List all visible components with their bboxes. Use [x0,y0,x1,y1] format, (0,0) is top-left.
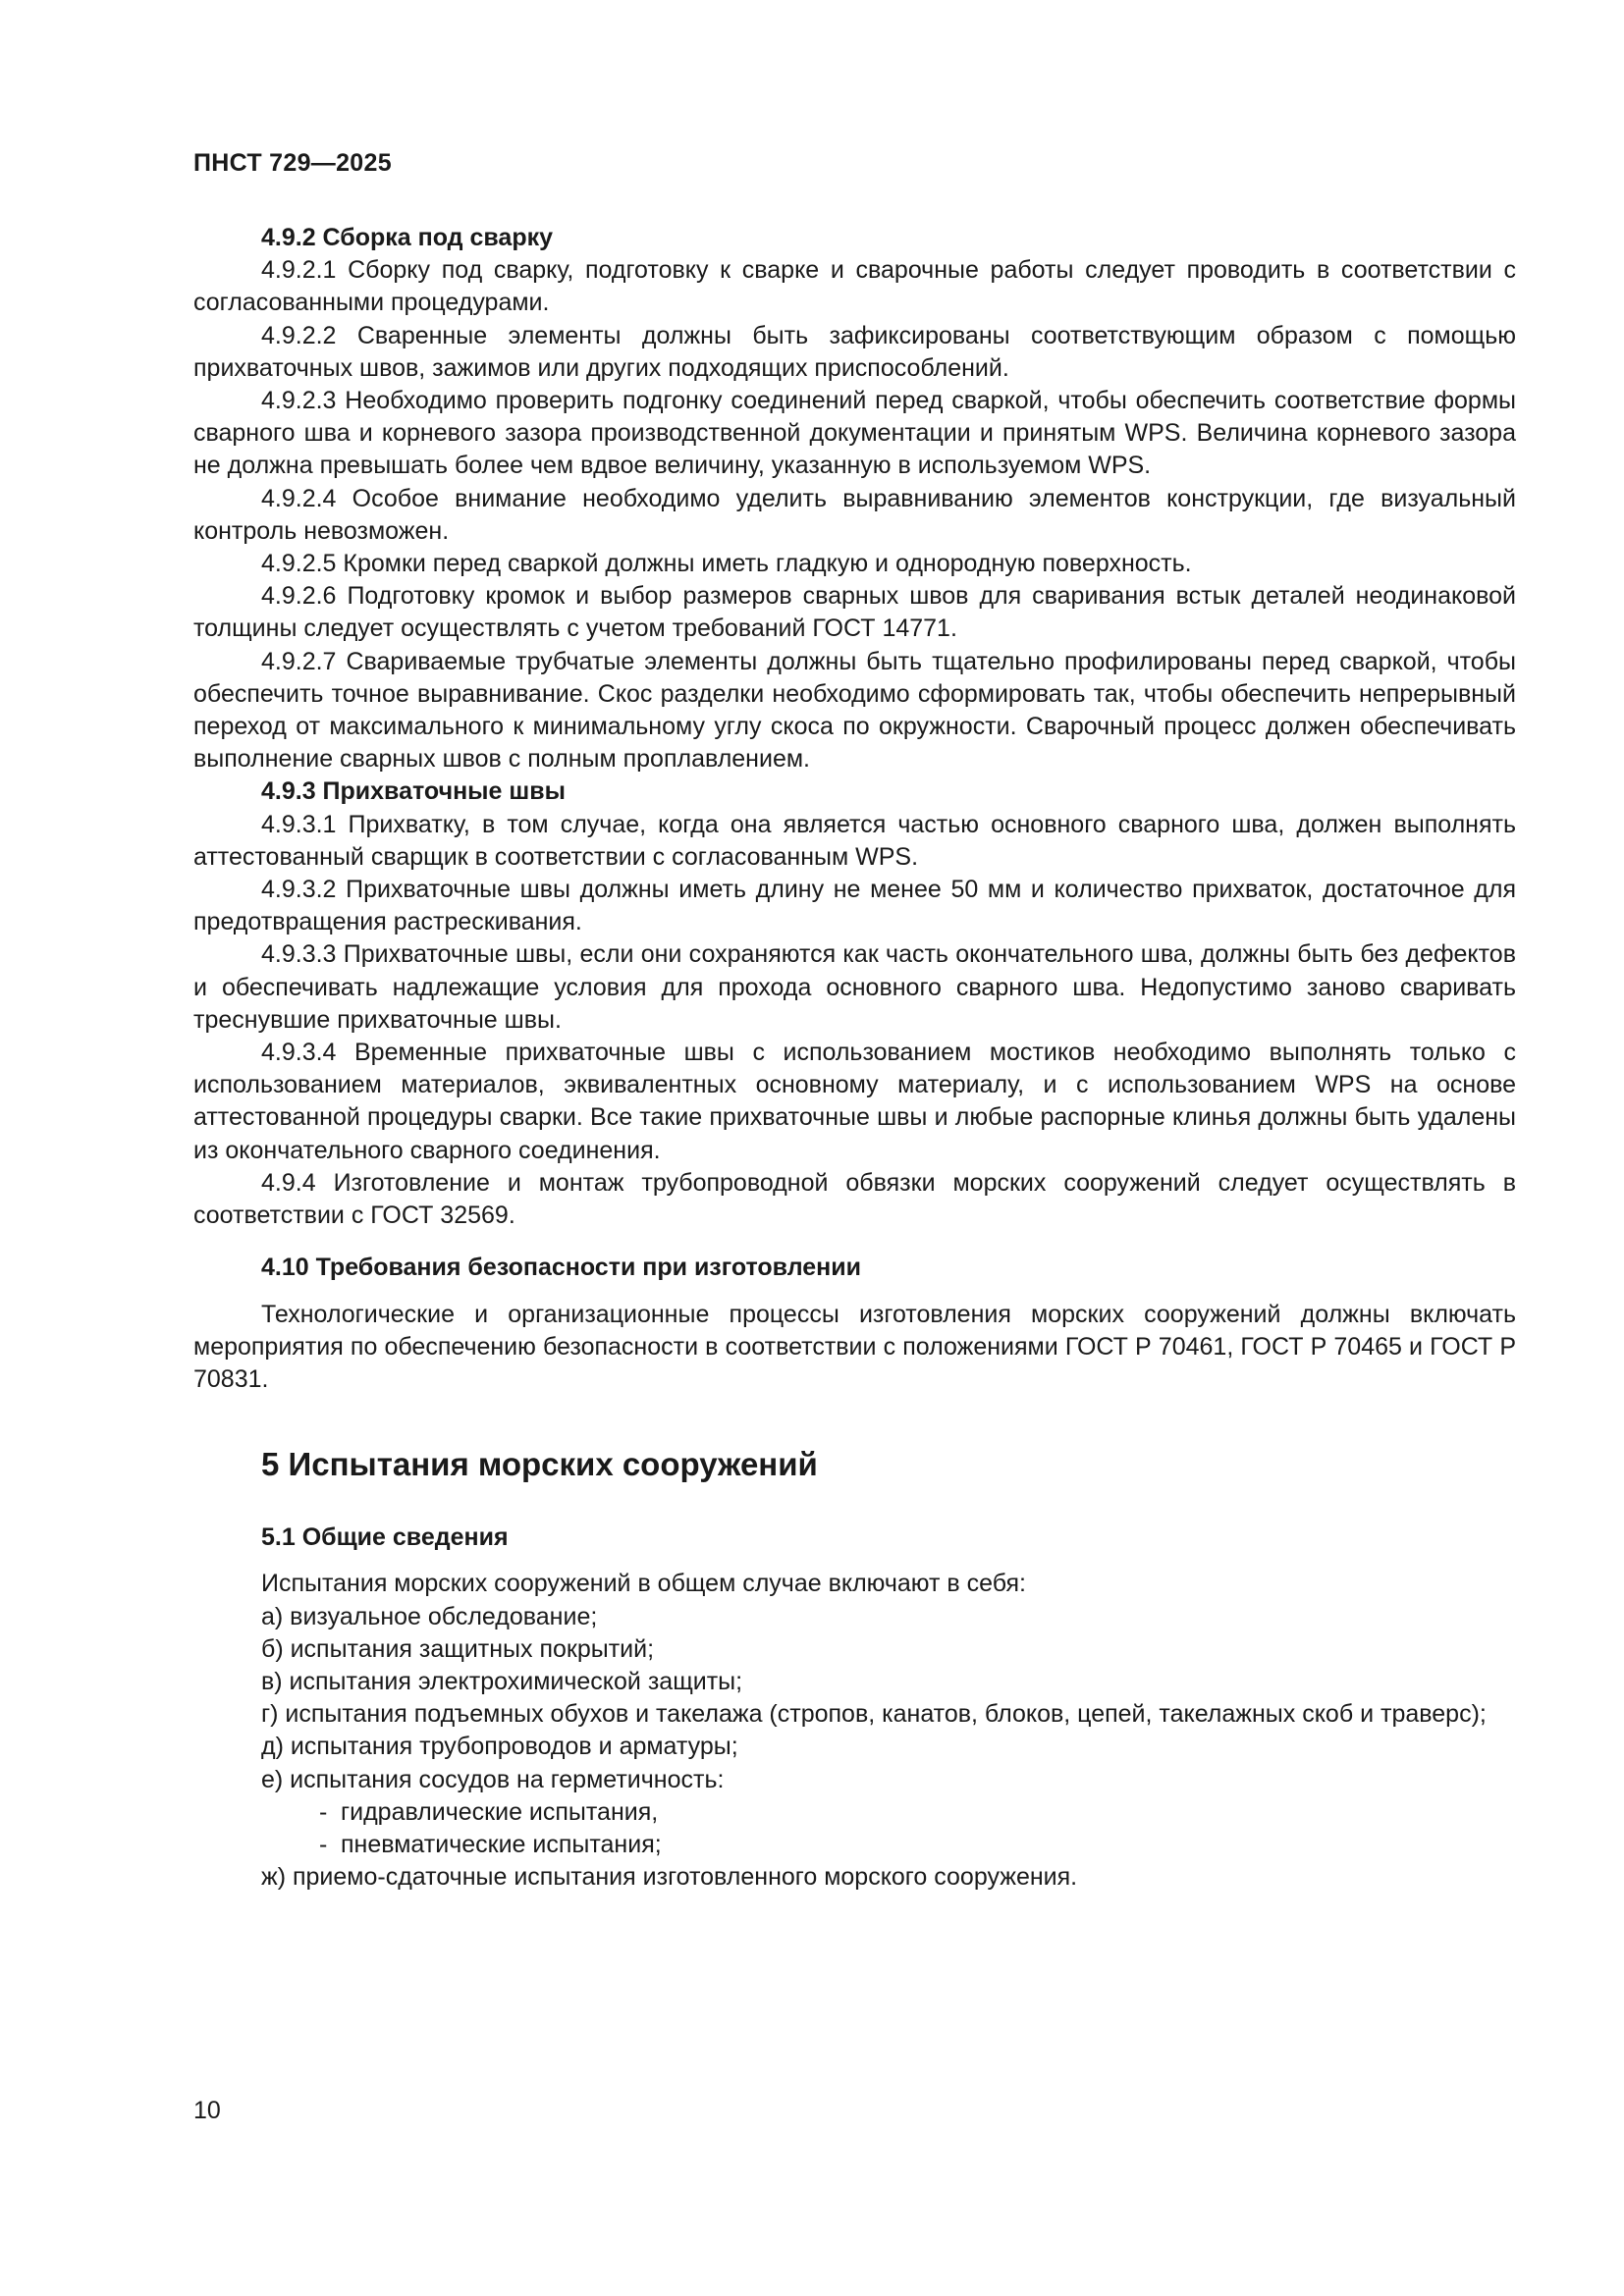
section-5-heading: 5 Испытания морских сооружений [261,1446,818,1483]
section-4-9-2-heading: 4.9.2 Сборка под сварку [261,224,554,251]
paragraph-4-9-2-3: 4.9.2.3 Необходимо проверить подгонку соединений перед сваркой, чтобы обеспечить соответствие формы сварного шва и корневого зазора производственной документации и принятым WPS. Величина корневого зазора не должна превышать более чем вдвое величину, указанную в используемом WPS. [193,387,1516,480]
sub-list-item-pneumatic [193,1829,1516,1861]
paragraph-4-9-3-2: 4.9.3.2 Прихваточные швы должны иметь длину не менее 50 мм и количество прихваток, достаточное для предотвращения растрескивания. [193,876,1516,936]
paragraph-4-9-2-2: 4.9.2.2 Сваренные элементы должны быть зафиксированы соответствующим образом с помощью прихваточных швов, зажимов или других подходящих приспособлений. [193,321,1516,382]
sub-list-item-text: пневматические испытания; [341,1830,662,1858]
sub-list-item-text: гидравлические испытания, [341,1797,659,1826]
paragraph-4-10: Технологические и организационные процессы изготовления морских сооружений должны включать мероприятия по обеспечению безопасности в соответствии с положениями ГОСТ Р 70461, ГОСТ Р 70465 и ГОСТ Р 70831. [193,1300,1516,1393]
paragraph-4-9-3-3: 4.9.3.3 Прихваточные швы, если они сохраняются как часть окончательного шва, должны быть без дефектов и обеспечивать надлежащие условия для прохода основного сварного шва. Недопустимо заново сваривать треснувшие прихваточные швы. [193,940,1516,1034]
paragraph-4-9-2-1: 4.9.2.1 Сборку под сварку, подготовку к сварке и сварочные работы следует проводить в соответствии с согласованными процедурами. [193,256,1516,317]
sub-list-item-hydraulic [193,1796,1516,1829]
paragraph-4-9-2-7: 4.9.2.7 Свариваемые трубчатые элементы должны быть тщательно профилированы перед сваркой, чтобы обеспечить точное выравнивание. Скос разделки необходимо сформировать так, чтобы обеспечить непрерывный переход от максимального к минимальному углу скоса по окружности. Сварочный процесс должен обеспечивать выполнение сварных швов с полным проплавлением. [193,647,1516,774]
dash-marker: - [319,1830,328,1858]
list-item-zh: ж) приемо-сдаточные испытания изготовленного морского сооружения. [261,1863,1078,1892]
paragraph-4-9-3-4: 4.9.3.4 Временные прихваточные швы с использованием мостиков необходимо выполнять только с использованием материалов, эквивалентных основному материалу, и с использованием WPS на основе аттестованной процедуры сварки. Все такие прихваточные швы и любые распорные клинья должны быть удалены из окончательного сварного соединения. [193,1039,1516,1164]
section-5-1-heading: 5.1 Общие сведения [261,1523,509,1552]
paragraph-4-9-2-4: 4.9.2.4 Особое внимание необходимо уделить выравниванию элементов конструкции, где визуальный контроль невозможен. [193,484,1516,545]
paragraph-4-9-3-1: 4.9.3.1 Прихватку, в том случае, когда она является частью основного сварного шва, должен выполнять аттестованный сварщик в соответствии с согласованным WPS. [193,810,1516,871]
list-item-d: д) испытания трубопроводов и арматуры; [261,1733,738,1761]
section-4-10-heading: 4.10 Требования безопасности при изготовлении [261,1254,861,1282]
section-4-9-3-heading: 4.9.3 Прихваточные швы [261,777,566,806]
list-item-g: г) испытания подъемных обухов и такелажа (стропов, канатов, блоков, цепей, такелажных скоб и траверс); [261,1700,1487,1729]
list-item-a: а) визуальное обследование; [261,1602,598,1630]
page-content [193,222,1516,1894]
paragraph-4-9-4: 4.9.4 Изготовление и монтаж трубопроводной обвязки морских сооружений следует осуществлять в соответствии с ГОСТ 32569. [193,1168,1516,1230]
list-item-e: е) испытания сосудов на герметичность: [261,1765,725,1793]
dash-marker: - [319,1797,328,1826]
paragraph-4-9-2-5: 4.9.2.5 Кромки перед сваркой должны иметь гладкую и однородную поверхность. [261,550,1192,578]
paragraph-5-1-intro: Испытания морских сооружений в общем случае включают в себя: [261,1570,1027,1598]
list-item-b: б) испытания защитных покрытий; [261,1634,655,1663]
document-code-header: ПНСТ 729—2025 [193,149,392,177]
page-number: 10 [193,2097,221,2124]
list-item-v: в) испытания электрохимической защиты; [261,1667,743,1695]
paragraph-4-9-2-6: 4.9.2.6 Подготовку кромок и выбор размеров сварных швов для сваривания встык деталей неодинаковой толщины следует осуществлять с учетом требований ГОСТ 14771. [193,582,1516,643]
